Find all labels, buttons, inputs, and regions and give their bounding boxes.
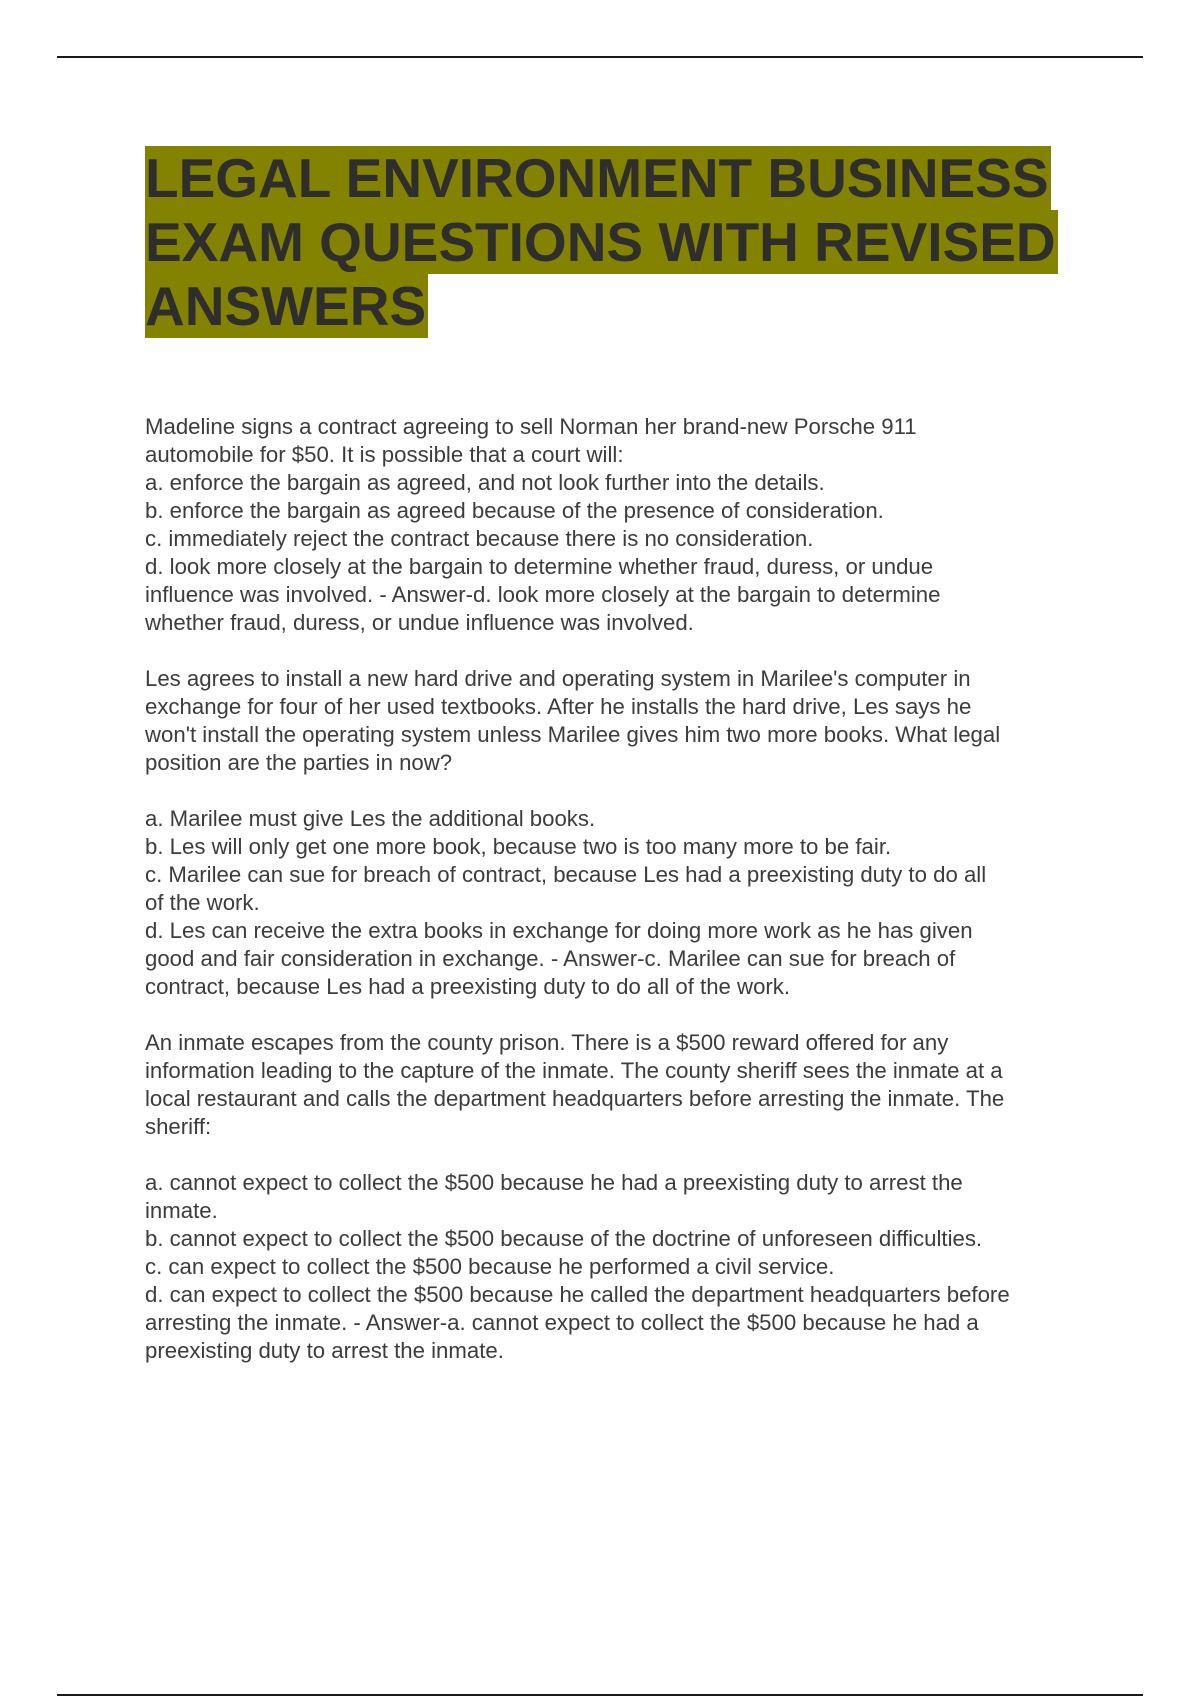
question-text-line: Madeline signs a contract agreeing to sell Norman her brand-new Porsche 911 [145,414,917,439]
bottom-rule [57,1694,1143,1696]
option-line: inmate. [145,1198,218,1223]
document-title [145,146,1095,338]
answer-line: good and fair consideration in exchange. - Answer-c. Marilee can sue for breach of [145,946,956,971]
paragraph-gap [145,1141,1095,1169]
option-line: b. Les will only get one more book, because two is too many more to be fair. [145,834,892,859]
question-text-line: won't install the operating system unless Marilee gives him two more books. What legal [145,722,1001,747]
question-block-2 [145,665,1095,1001]
question-text-line: information leading to the capture of the inmate. The county sheriff sees the inmate at a [145,1058,1003,1083]
option-line: c. immediately reject the contract because there is no consideration. [145,526,814,551]
title-line-text: LEGAL ENVIRONMENT BUSINESS [145,147,1049,209]
option-line: of the work. [145,890,260,915]
option-line: a. Marilee must give Les the additional books. [145,806,596,831]
option-line: d. look more closely at the bargain to determine whether fraud, duress, or undue [145,554,934,579]
title-line-text: EXAM QUESTIONS WITH REVISED [145,211,1056,273]
question-text-line: local restaurant and calls the department headquarters before arresting the inmate. The [145,1086,1005,1111]
answer-line: preexisting duty to arrest the inmate. [145,1338,504,1363]
answer-line: contract, because Les had a preexisting duty to do all of the work. [145,974,791,999]
option-line: d. can expect to collect the $500 because he called the department headquarters before [145,1282,1010,1307]
question-text-line: Les agrees to install a new hard drive and operating system in Marilee's computer in [145,666,971,691]
title-line [145,146,1095,210]
paragraph-gap [145,777,1095,805]
document-body [145,413,1095,1393]
option-line: a. enforce the bargain as agreed, and not look further into the details. [145,470,825,495]
question-text-line: sheriff: [145,1114,212,1139]
option-line: c. can expect to collect the $500 because he performed a civil service. [145,1254,835,1279]
title-line [145,274,1095,338]
option-line: d. Les can receive the extra books in exchange for doing more work as he has given [145,918,973,943]
title-line-text: ANSWERS [145,275,427,337]
question-block-3 [145,1029,1095,1365]
option-line: b. enforce the bargain as agreed because of the presence of consideration. [145,498,884,523]
answer-line: whether fraud, duress, or undue influence was involved. [145,610,694,635]
answer-line: arresting the inmate. - Answer-a. cannot expect to collect the $500 because he had a [145,1310,979,1335]
question-text-line: exchange for four of her used textbooks. After he installs the hard drive, Les says he [145,694,972,719]
question-text-line: position are the parties in now? [145,750,453,775]
option-line: c. Marilee can sue for breach of contract, because Les had a preexisting duty to do all [145,862,987,887]
title-line [145,210,1095,274]
answer-line: influence was involved. - Answer-d. look more closely at the bargain to determine [145,582,941,607]
top-rule [57,56,1143,58]
question-block-1 [145,413,1095,637]
question-text-line: An inmate escapes from the county prison. There is a $500 reward offered for any [145,1030,949,1055]
option-line: b. cannot expect to collect the $500 because of the doctrine of unforeseen difficulties. [145,1226,983,1251]
question-text-line: automobile for $50. It is possible that a court will: [145,442,624,467]
option-line: a. cannot expect to collect the $500 because he had a preexisting duty to arrest the [145,1170,963,1195]
